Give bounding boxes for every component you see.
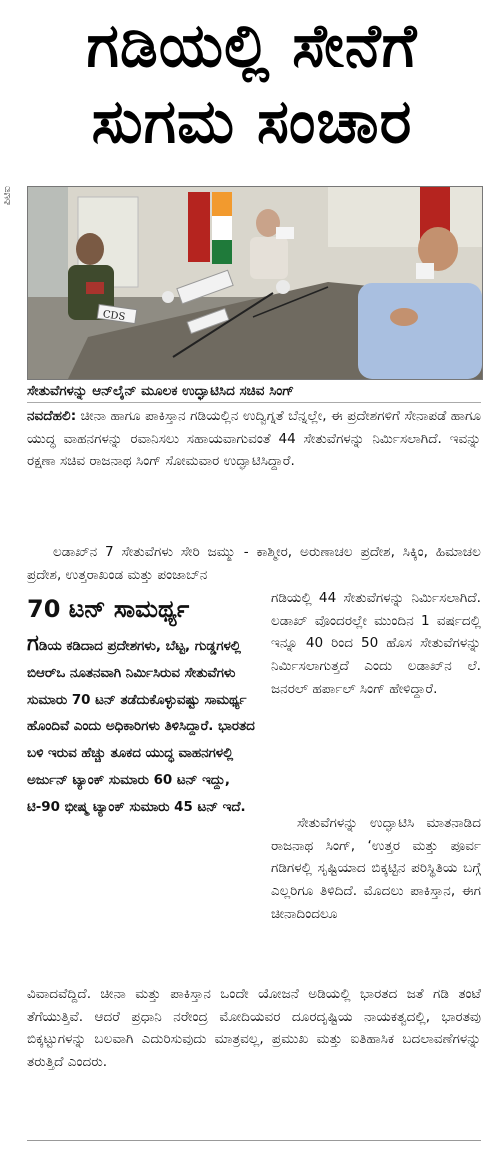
headline-line-1: ಗಡಿಯಲ್ಲಿ ಸೇನೆಗೆ xyxy=(86,11,418,81)
photo-caption: ಸೇತುವೆಗಳನ್ನು ಆನ್‌ಲೈನ್ ಮೂಲಕ ಉದ್ಘಾಟಿಸಿದ ಸಚಿವ ಸಿಂಗ್ xyxy=(27,380,481,403)
article-paragraph-1 xyxy=(27,405,481,473)
cds-nameplate-text: CDS xyxy=(102,309,126,324)
headline xyxy=(22,8,482,160)
sidebar-box-dropcap: ಗ xyxy=(27,631,39,656)
article-paragraph-4: ಸೇತುವೆಗಳನ್ನು ಉದ್ಘಾಟಿಸಿ ಮಾತನಾಡಿದ ರಾಜನಾಥ ಸಿಂಗ್, ‘ಉತ್ತರ ಮತ್ತು ಪೂರ್ವ ಗಡಿಗಳಲ್ಲಿ ಸೃಷ್ಟಿಯಾದ ಬಿಕ್ಕಟ್ಟಿನ ಪರಿಸ್ಥಿತಿಯ ಬಗ್ಗೆ ಎಲ್ಲರಿಗೂ ತಿಳಿದಿದೆ. ಮೊದಲು ಪಾಕಿಸ್ತಾನ, ಈಗ ಚೀನಾದಿಂದಲೂ xyxy=(271,815,481,922)
sidebar-box-text: ಡಿಯ ಕಡಿದಾದ ಪ್ರದೇಶಗಳು, ಬೆಟ್ಟ, ಗುಡ್ಡಗಳಲ್ಲಿ ಬಿಆರ್‌ಒ ನೂತನವಾಗಿ ನಿರ್ಮಿಸಿರುವ ಸೇತುವೆಗಳು ಸುಮಾರು 70 ಟನ್ ತಡೆದುಕೊಳ್ಳುವಷ್ಟು ಸಾಮರ್ಥ್ಯ ಹೊಂದಿವೆ ಎಂದು ಅಧಿಕಾರಿಗಳು ತಿಳಿಸಿದ್ದಾರೆ. ಭಾರತದ ಬಳಿ ಇರುವ ಹೆಚ್ಚು ತೂಕದ ಯುದ್ಧ ವಾಹನಗಳಲ್ಲಿ ಅರ್ಜುನ್ ಟ್ಯಾಂಕ್ ಸುಮಾರು 60 ಟನ್ ಇದ್ದು, ಟಿ-90 ಭೀಷ್ಮ ಟ್ಯಾಂಕ್ ಸುಮಾರು 45 ಟನ್ ಇದೆ. xyxy=(27,639,255,815)
photo-illustration xyxy=(28,187,482,379)
headline-line-2: ಸುಗಮ ಸಂಚಾರ xyxy=(91,87,413,157)
article-dateline: ನವದೆಹಲಿ: xyxy=(27,408,77,424)
photo-credit: ಪಿಟಿಐ xyxy=(2,186,13,206)
article-paragraph-1-text: ಚೀನಾ ಹಾಗೂ ಪಾಕಿಸ್ತಾನ ಗಡಿಯಲ್ಲಿನ ಉದ್ವಿಗ್ನತೆ ಬೆನ್ನಲ್ಲೇ, ಈ ಪ್ರದೇಶಗಳಿಗೆ ಸೇನಾಪಡೆ ಹಾಗೂ ಯುದ್ಧ ವಾಹನಗಳನ್ನು ರವಾನಿಸಲು ಸಹಾಯವಾಗುವಂತೆ 44 ಸೇತುವೆಗಳನ್ನು ನಿರ್ಮಿಸಲಾಗಿದೆ. ಇವನ್ನು ರಕ್ಷಣಾ ಸಚಿವ ರಾಜನಾಥ ಸಿಂಗ್ ಸೋಮವಾರ ಉದ್ಘಾಟಿಸಿದ್ದಾರೆ. xyxy=(27,408,481,470)
bottom-divider xyxy=(27,1140,481,1141)
sidebar-box-title: 70 ಟನ್ ಸಾಮರ್ಥ್ಯ xyxy=(27,595,190,623)
article-paragraph-5: ವಿವಾದವೆದ್ದಿದೆ. ಚೀನಾ ಮತ್ತು ಪಾಕಿಸ್ತಾನ ಒಂದೇ ಯೋಜನೆ ಅಡಿಯಲ್ಲಿ ಭಾರತದ ಜತೆ ಗಡಿ ತಂಟೆ ತೆಗೆಯುತ್ತಿವೆ. ಆದರೆ ಪ್ರಧಾನಿ ನರೇಂದ್ರ ಮೋದಿಯವರ ದೂರದೃಷ್ಟಿಯ ನಾಯಕತ್ವದಲ್ಲಿ, ಭಾರತವು ಬಿಕ್ಕಟ್ಟುಗಳನ್ನು ಬಲವಾಗಿ ಎದುರಿಸುವುದು ಮಾತ್ರವಲ್ಲ, ಪ್ರಮುಖ ಮತ್ತು ಐತಿಹಾಸಿಕ ಬದಲಾವಣೆಗಳನ್ನು ತರುತ್ತಿದೆ ಎಂದರು. xyxy=(27,986,481,1071)
sidebar-box xyxy=(27,593,255,995)
article-paragraph-3: ಗಡಿಯಲ್ಲಿ 44 ಸೇತುವೆಗಳನ್ನು ನಿರ್ಮಿಸಲಾಗಿದೆ. ಲಡಾಖ್ ವೊಂದರಲ್ಲೇ ಮುಂದಿನ 1 ವರ್ಷದಲ್ಲಿ ಇನ್ನೂ 40 ರಿಂದ 50 ಹೊಸ ಸೇತುವೆಗಳನ್ನು ನಿರ್ಮಿಸಲಾಗುತ್ತದೆ ಎಂದು ಲಡಾಖ್‌ನ ಲೆ. ಜನರಲ್ ಹರ್ಪಾಲ್ ಸಿಂಗ್ ಹೇಳಿದ್ದಾರೆ. xyxy=(271,590,481,697)
sidebar-box-body xyxy=(27,631,255,822)
article-paragraph-2: ಲಡಾಖ್‌ನ 7 ಸೇತುವೆಗಳು ಸೇರಿ ಜಮ್ಮು - ಕಾಶ್ಮೀರ, ಅರುಣಾಚಲ ಪ್ರದೇಶ, ಸಿಕ್ಕಿಂ, ಹಿಮಾಚಲ ಪ್ರದೇಶ, ಉತ್ತರಾಖಂಡ ಮತ್ತು ಪಂಜಾಬ್‌ನ xyxy=(27,544,481,583)
news-photo xyxy=(27,186,483,380)
